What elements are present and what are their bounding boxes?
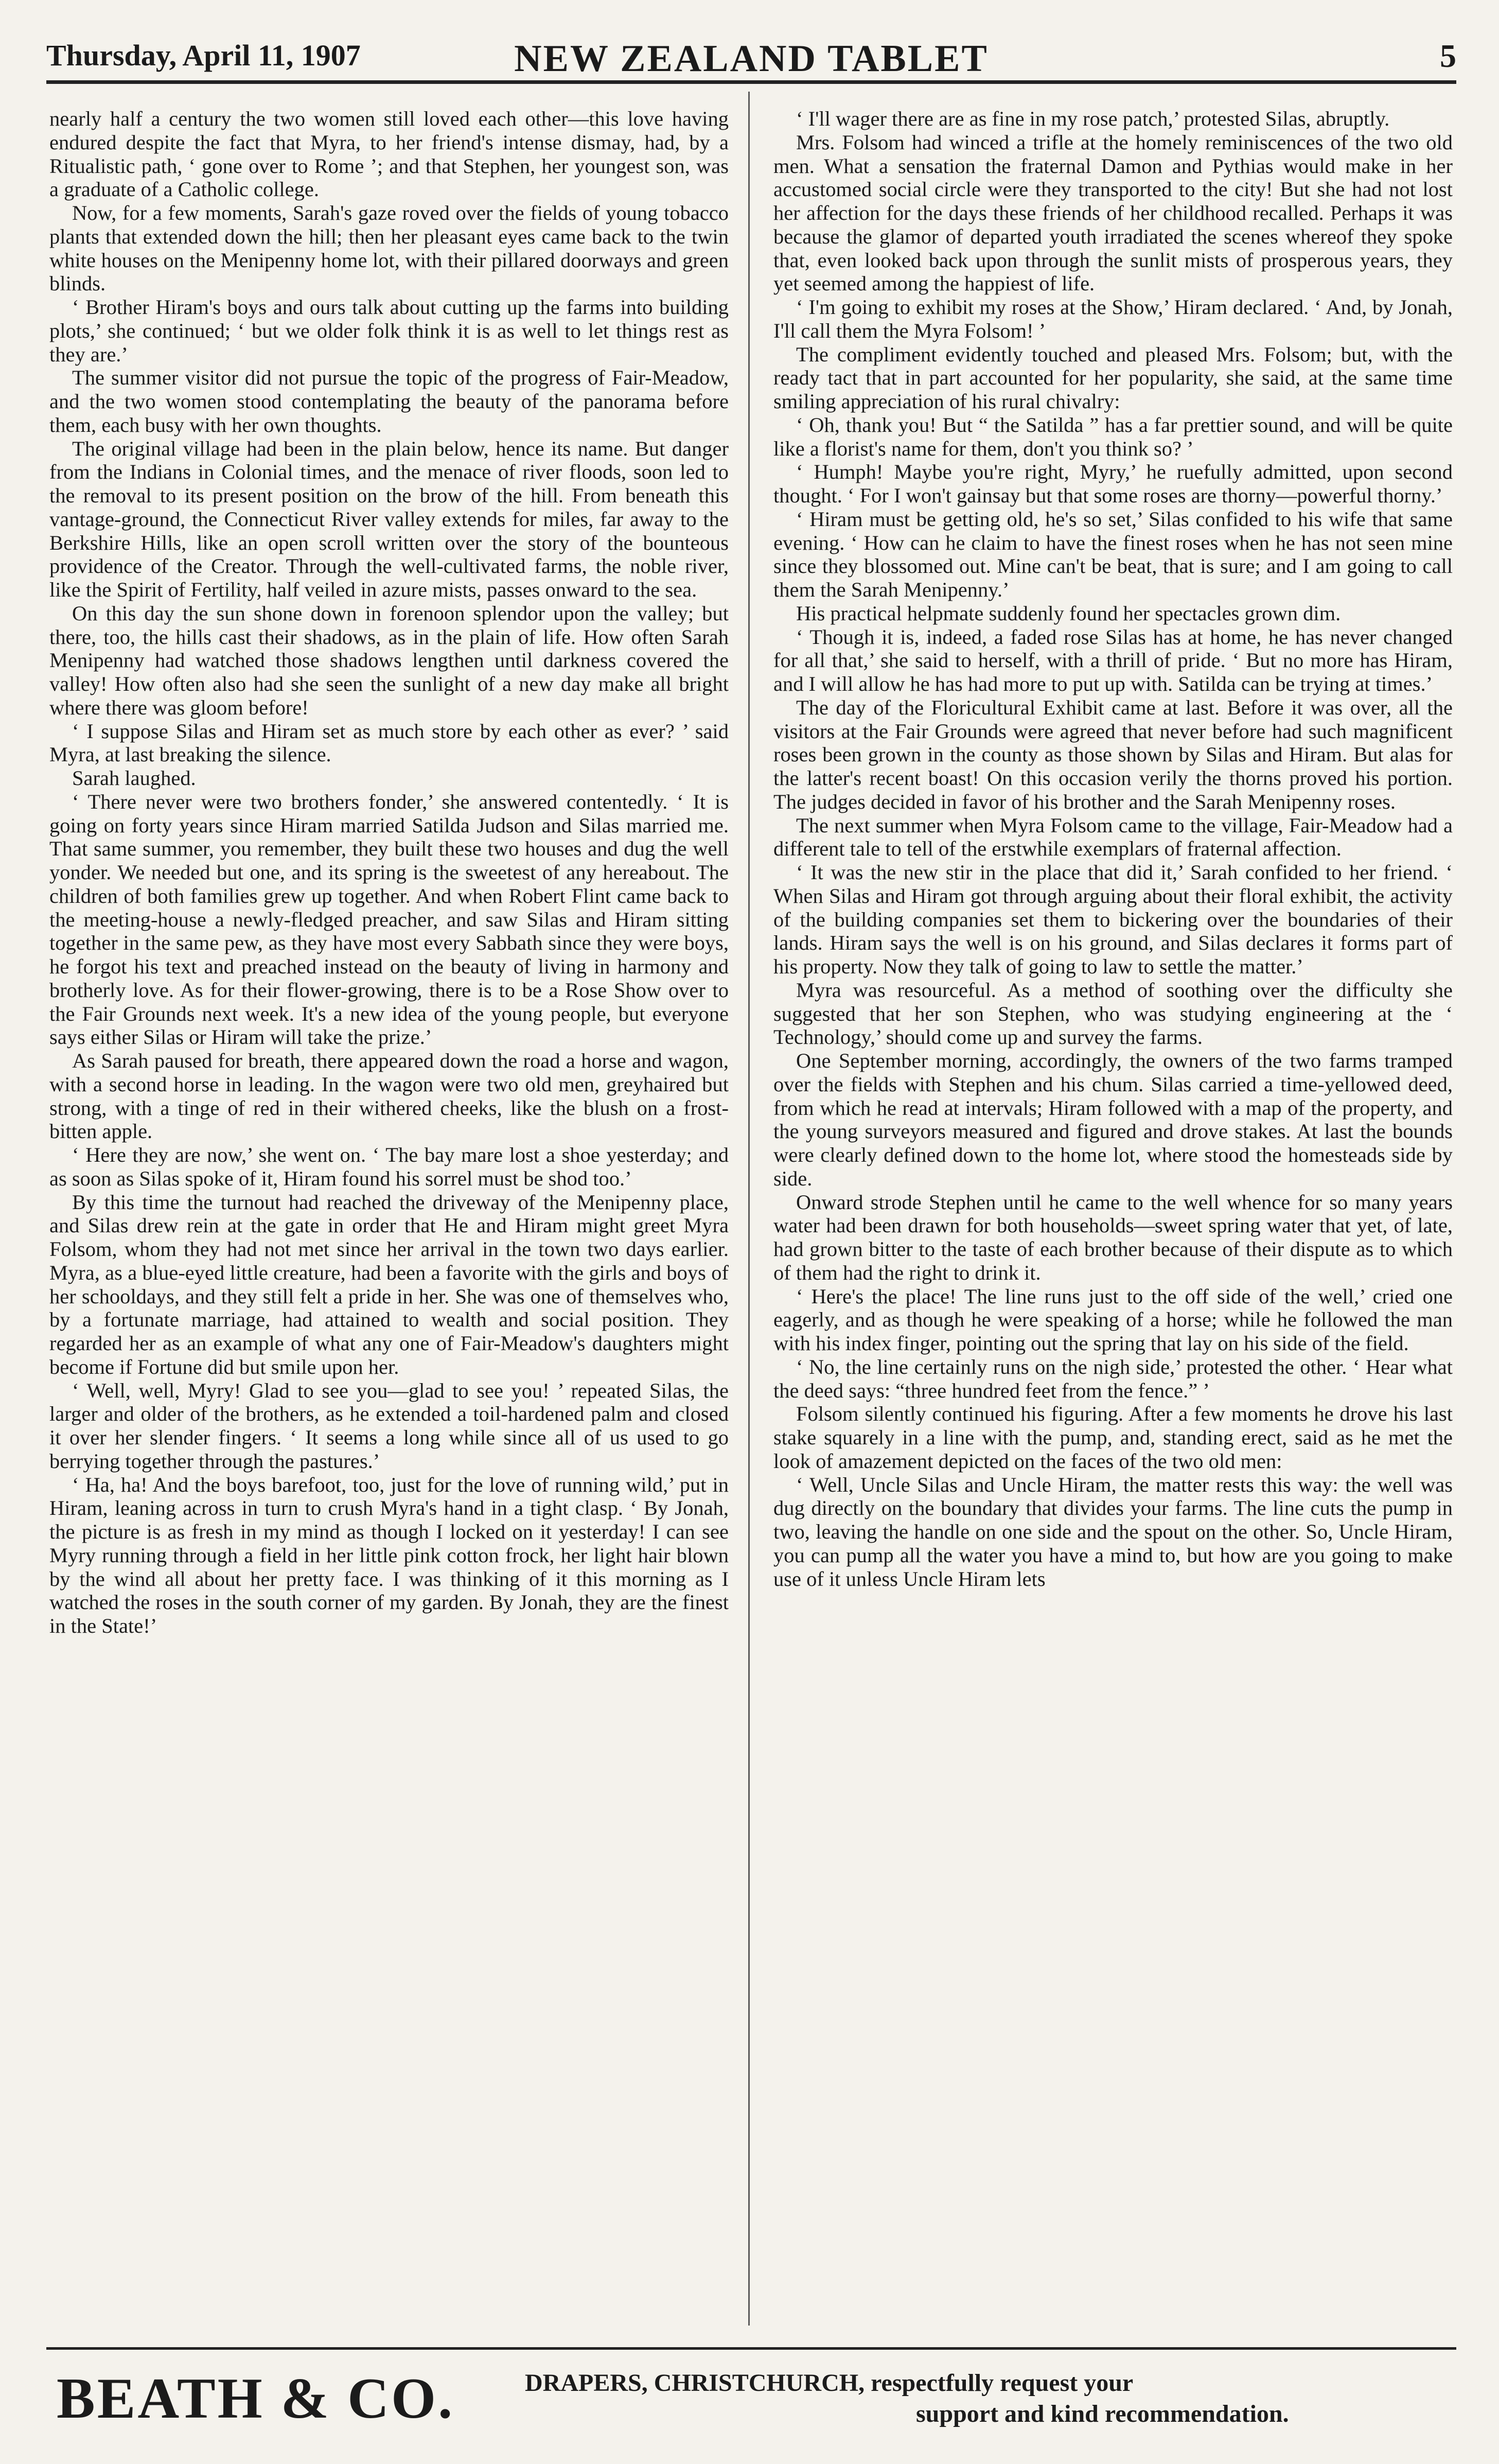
advertiser-name: BEATH & CO. — [57, 2367, 455, 2431]
paragraph: ‘ Ha, ha! And the boys barefoot, too, just for the love of running wild,’ put in Hiram, leaning across in turn to crush Myra's hand in a tight clasp. ‘ By Jonah, the picture is as fresh in my mind as though I locked on it yesterday! I can see Myry running through a field in her little pink cotton frock, her light hair blown by the wind all about her pretty face. I was thinking of it this morning as I watched the roses in the south corner of my garden. By Jonah, they are the finest in the State!’ — [49, 1473, 729, 1637]
paragraph: ‘ Here's the place! The line runs just to the off side of the well,’ cried one eagerly, and as though he were speaking of a horse; while he followed the man with his index finger, pointing out the spring that lay on his side of the field. — [773, 1284, 1453, 1355]
paragraph: Mrs. Folsom had winced a trifle at the homely reminiscences of the two old men. What a sensation the fraternal Damon and Pythias would make in her accustomed social circle were they transported to the city! But she had not lost her affection for the days these friends of her childhood recalled. Perhaps it was because the glamor of departed youth irradiated the scenes whereof they spoke that, even looked back upon through the sunlit mists of prosperous years, they yet seemed among the happiest of life. — [773, 130, 1453, 295]
left-column — [49, 107, 729, 2320]
paragraph: nearly half a century the two women still loved each other—this love having endured despite the fact that Myra, to her friend's intense dismay, had, by a Ritualistic path, ‘ gone over to Rome ’; and that Stephen, her youngest son, was a graduate of a Catholic college. — [49, 107, 729, 201]
paragraph: ‘ Brother Hiram's boys and ours talk about cutting up the farms into building plots,’ she continued; ‘ but we older folk think it is as well to let things rest as they are.’ — [49, 295, 729, 366]
paragraph: One September morning, accordingly, the owners of the two farms tramped over the fields with Stephen and his chum. Silas carried a time-yellowed deed, from which he read at intervals; Hiram followed with a map of the property, and the young surveyors measured and figured and drove stakes. At last the bounds were clearly defined down to the home lot, where stood the homesteads side by side. — [773, 1049, 1453, 1190]
paragraph: Sarah laughed. — [72, 766, 196, 790]
paragraph: On this day the sun shone down in forenoon splendor upon the valley; but there, too, the hills cast their shadows, as in the plain of life. How often Sarah Menipenny had watched those shadows lengthen until darkness covered the valley! How often also had she seen the sunlight of a new day make all bright where there was gloom before! — [49, 601, 729, 719]
issue-date: Thursday, April 11, 1907 — [46, 39, 361, 72]
paragraph: ‘ Oh, thank you! But “ the Satilda ” has a far prettier sound, and will be quite like a florist's name for them, don't you think so? ’ — [773, 413, 1453, 460]
paragraph: ‘ No, the line certainly runs on the nigh side,’ protested the other. ‘ Hear what the deed says: “three hundred feet from the fence.” ’ — [773, 1355, 1453, 1402]
footer-rule — [46, 2347, 1456, 2350]
column-divider — [748, 92, 750, 2326]
paragraph: ‘ There never were two brothers fonder,’ she answered contentedly. ‘ It is going on forty years since Hiram married Satilda Judson and Silas married me. That same summer, you remember, they built these two houses and dug the well yonder. We needed but one, and its spring is the sweetest of any hereabout. The children of both families grew up together. And when Robert Flint came back to the meeting-house a newly-fledged preacher, and saw Silas and Hiram sitting together in the same pew, as they have most every Sabbath since they were boys, he forgot his text and preached instead on the beauty of living in harmony and brotherly love. As for their flower-growing, there is to be a Rose Show over to the Fair Grounds next week. It's a new idea of the young people, but everyone says either Silas or Hiram will take the prize.’ — [49, 790, 729, 1049]
paragraph: ‘ It was the new stir in the place that did it,’ Sarah confided to her friend. ‘ When Silas and Hiram got through arguing about their floral exhibit, the activity of the building companies set them to bickering over the boundaries of their lands. Hiram says the well is on his ground, and Silas declares it forms part of his property. Now they talk of going to law to settle the matter.’ — [773, 861, 1453, 978]
advertisement-footer — [46, 2363, 1456, 2440]
paragraph: ‘ I suppose Silas and Hiram set as much store by each other as ever? ’ said Myra, at last breaking the silence. — [49, 719, 729, 766]
paragraph: ‘ Humph! Maybe you're right, Myry,’ he ruefully admitted, upon second thought. ‘ For I won't gainsay but that some roses are thorny—powerful thorny.’ — [773, 460, 1453, 507]
paragraph: The summer visitor did not pursue the topic of the progress of Fair-Meadow, and the two women stood contemplating the beauty of the panorama before them, each busy with her own thoughts. — [49, 366, 729, 436]
paragraph: His practical helpmate suddenly found her spectacles grown dim. — [796, 601, 1341, 625]
paragraph: The next summer when Myra Folsom came to the village, Fair-Meadow had a different tale to tell of the erstwhile exemplars of fraternal affection. — [773, 813, 1453, 861]
paragraph: Folsom silently continued his figuring. After a few moments he drove his last stake squarely in a line with the pump, and, standing erect, said as he met the look of amazement depicted on the faces of the two old men: — [773, 1402, 1453, 1473]
advertisement-text-line-2: support and kind recommendation. — [916, 2400, 1289, 2427]
paragraph: Onward strode Stephen until he came to the well whence for so many years water had been drawn for both households—sweet spring water that yet, of late, had grown bitter to the taste of each brother because of their dispute as to which of them had the right to drink it. — [773, 1190, 1453, 1284]
paragraph: ‘ I'll wager there are as fine in my rose patch,’ protested Silas, abruptly. — [796, 107, 1390, 130]
paragraph: The compliment evidently touched and pleased Mrs. Folsom; but, with the ready tact that in part accounted for her popularity, she said, at the same time smiling appreciation of his rural chivalry: — [773, 342, 1453, 413]
page-header — [46, 37, 1456, 78]
paragraph: The day of the Floricultural Exhibit came at last. Before it was over, all the visitors at the Fair Grounds were agreed that never before had such magnificent roses been grown in the county as those shown by Silas and Hiram. But alas for the latter's recent boast! On this occasion verily the thorns proved his portion. The judges decided in favor of his brother and the Sarah Menipenny roses. — [773, 695, 1453, 813]
paragraph: ‘ Hiram must be getting old, he's so set,’ Silas confided to his wife that same evening. ‘ How can he claim to have the finest roses when he has not seen mine since they blossomed out. Mine can't be beat, that is sure; and I am going to call them the Sarah Menipenny.’ — [773, 507, 1453, 601]
paragraph: By this time the turnout had reached the driveway of the Menipenny place, and Silas drew rein at the gate in order that He and Hiram might greet Myra Folsom, whom they had not met since her arrival in the town two days earlier. Myra, as a blue-eyed little creature, had been a favorite with the girls and boys of her schooldays, and they still felt a pride in her. She was one of themselves who, by a fortunate marriage, had attained to wealth and social position. They regarded her as an example of what any one of Fair-Meadow's daughters might become if Fortune did but smile upon her. — [49, 1190, 729, 1378]
paragraph: As Sarah paused for breath, there appeared down the road a horse and wagon, with a second horse in leading. In the wagon were two old men, greyhaired but strong, with a tinge of red in their withered cheeks, like the blush on a frost-bitten apple. — [49, 1049, 729, 1143]
header-rule — [46, 80, 1456, 84]
paragraph: ‘ Well, Uncle Silas and Uncle Hiram, the matter rests this way: the well was dug directly on the boundary that divides your farms. The line cuts the pump in two, leaving the handle on one side and the spout on the other. So, Uncle Hiram, you can pump all the water you have a mind to, but how are you going to make use of it unless Uncle Hiram lets — [773, 1473, 1453, 1591]
masthead-title: NEW ZEALAND TABLET — [514, 38, 989, 80]
advertisement-text-line-1: DRAPERS, CHRISTCHURCH, respectfully request your — [525, 2369, 1134, 2397]
paragraph: Myra was resourceful. As a method of soothing over the difficulty she suggested that her son Stephen, who was studying engineering at the ‘ Technology,’ should come up and survey the farms. — [773, 978, 1453, 1049]
paragraph: ‘ Well, well, Myry! Glad to see you—glad to see you! ’ repeated Silas, the larger and older of the brothers, as he extended a toil-hardened palm and closed it over her slender fingers. ‘ It seems a long while since all of us used to go berrying together through the pastures.’ — [49, 1378, 729, 1473]
paragraph: The original village had been in the plain below, hence its name. But danger from the Indians in Colonial times, and the menace of river floods, soon led to the removal to its present position on the brow of the hill. From beneath this vantage-ground, the Connecticut River valley extends for miles, far away to the Berkshire Hills, like an open scroll written over the story of the bounteous providence of the Creator. Through the well-cultivated farms, the noble river, like the Spirit of Fertility, half veiled in azure mists, passes onward to the sea. — [49, 436, 729, 601]
paragraph: ‘ I'm going to exhibit my roses at the Show,’ Hiram declared. ‘ And, by Jonah, I'll call them the Myra Folsom! ’ — [773, 295, 1453, 342]
page-number: 5 — [1440, 38, 1456, 74]
paragraph: ‘ Though it is, indeed, a faded rose Silas has at home, he has never changed for all that,’ she said to herself, with a thrill of pride. ‘ But no more has Hiram, and I will allow he has had more to put up with. Satilda can be trying at times.’ — [773, 625, 1453, 695]
right-column — [773, 107, 1453, 2320]
paragraph: Now, for a few moments, Sarah's gaze roved over the fields of young tobacco plants that extended down the hill; then her pleasant eyes came back to the twin white houses on the Menipenny home lot, with their pillared doorways and green blinds. — [49, 201, 729, 295]
paragraph: ‘ Here they are now,’ she went on. ‘ The bay mare lost a shoe yesterday; and as soon as Silas spoke of it, Hiram found his sorrel must be shod too.’ — [49, 1143, 729, 1190]
